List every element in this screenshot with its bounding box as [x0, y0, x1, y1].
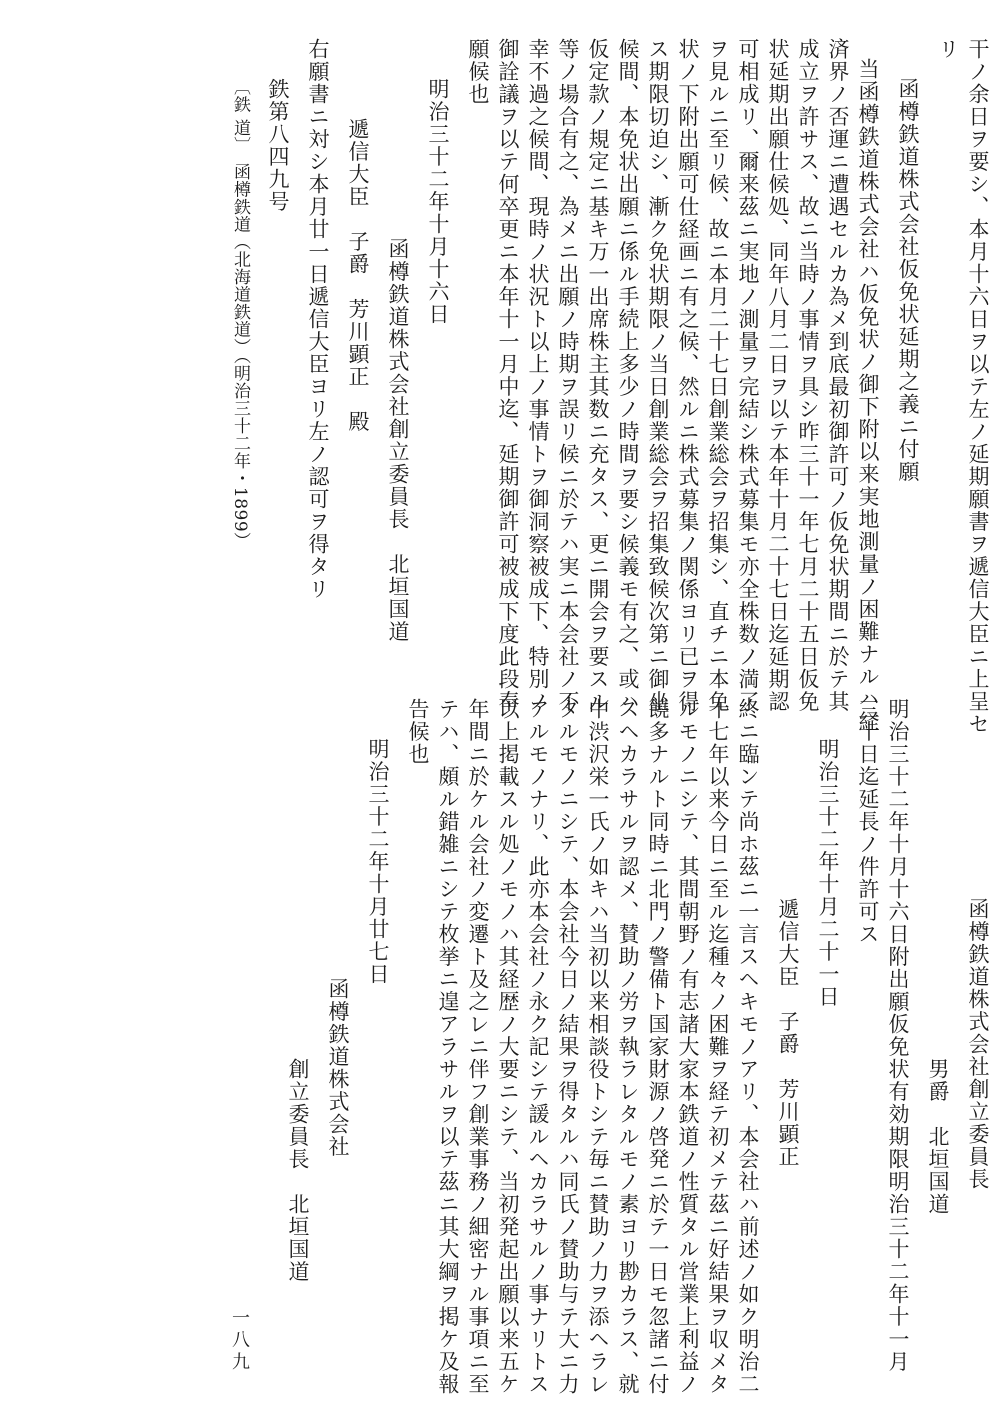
text-column: 十七年以来今日ニ至ル迄種々ノ困難ヲ経テ初メテ茲ニ好結果ヲ収メタ [706, 698, 730, 1396]
text-column: 饒多ナルト同時ニ北門ノ警備ト国家財源ノ啓発ニ於テ一日モ忽諸ニ付 [646, 698, 670, 1396]
text-column: 創立委員長 北垣国道 [286, 1058, 310, 1283]
text-column: 終ニ臨ンテ尚ホ茲ニ一言スヘキモノアリ、本会社ハ前述ノ如ク明治二 [736, 698, 760, 1396]
text-column: 可相成リ、爾来茲ニ実地ノ測量ヲ完結シ株式募集モ亦全株数ノ満了 [736, 38, 760, 713]
text-column: 鉄第八四九号 [266, 78, 290, 213]
text-column: 明治三十二年十月十六日附出願仮免状有効期限明治三十二年十一月 [886, 698, 910, 1373]
text-column: 中渋沢栄一氏ノ如キハ当初以来相談役トシテ毎ニ賛助ノ力ヲ添ヘラレ [586, 698, 610, 1396]
text-column: ス期限切迫シ、漸ク免状期限ノ当日創業総会ヲ招集致候次第ニ御坐 [646, 38, 670, 713]
text-column: ルモノニシテ、其間朝野ノ有志諸大家本鉄道ノ性質タル営業上利益ノ [676, 698, 700, 1396]
text-column: 済界ノ否運ニ遭遇セルカ為メ到底最初御許可ノ仮免状期間ニ於テ其 [826, 38, 850, 713]
text-column: タルモノニシテ、本会社今日ノ結果ヲ得タルハ同氏ノ賛助与テ大ニ力 [556, 698, 580, 1396]
text-column: 明治三十二年十月廿七日 [366, 738, 390, 986]
text-column: 明治三十二年十月十六日 [426, 78, 450, 326]
text-column: 年間ニ於ケル会社ノ変遷ト及之レニ伴フ創業事務ノ細密ナル事項ニ至 [466, 698, 490, 1396]
text-column: 幸不過之候間、現時ノ状況ト以上ノ事情トヲ御洞察被成下、特別ノ [526, 38, 550, 713]
running-footer: 〔鉄 道〕 函樽鉄道（北海道鉄道）（明治三十二年・1899） [230, 78, 250, 550]
text-column: アルモノナリ、此亦本会社ノ永ク記シテ諼ルヘカラサルノ事ナリトス [526, 698, 550, 1396]
page-number: 一八九 [229, 1308, 250, 1374]
text-column: 候間、本免状出願ニ係ル手続上多少ノ時間ヲ要シ候義モ有之、或ハ [616, 38, 640, 713]
text-column: 仮定款ノ規定ニ基キ万一出席株主其数ニ充タス、更ニ開会ヲ要スル [586, 38, 610, 713]
text-column: 願候也 [466, 38, 490, 106]
text-column: 函樽鉄道株式会社 [326, 978, 350, 1158]
text-column: ヲ見ルニ至リ候、故ニ本月二十七日創業総会ヲ招集シ、直チニ本免 [706, 38, 730, 713]
text-column: 遞信大臣 子爵 芳川顕正 殿 [346, 118, 370, 433]
text-column: 函樽鉄道株式会社創立委員長 北垣国道 [386, 238, 410, 643]
text-column: 右願書ニ対シ本月廿一日遞信大臣ヨリ左ノ認可ヲ得タリ [306, 38, 330, 601]
text-column: 函樽鉄道株式会社仮免状延期之義ニ付願 [896, 78, 920, 483]
text-column: 状ノ下附出願可仕経画ニ有之候、然ルニ株式募集ノ関係ヨリ已ヲ得 [676, 38, 700, 713]
text-column: 御詮議ヲ以テ何卒更ニ本年十一月中迄、延期御許可被成下度此段奉 [496, 38, 520, 713]
text-column: 以上掲載スル処ノモノハ其経歴ノ大要ニシテ、当初発起出願以来五ケ [496, 698, 520, 1396]
text-column: 函樽鉄道株式会社創立委員長 [966, 898, 990, 1191]
text-column: 当函樽鉄道株式会社ハ仮免状ノ御下附以来実地測量ノ困難ナルハ経 [856, 58, 880, 733]
text-column: 成立ヲ許サス、故ニ当時ノ事情ヲ具シ昨三十一年七月二十五日仮免 [796, 38, 820, 713]
text-column: 等ノ場合有之、為メニ出願ノ時期ヲ誤リ候ニ於テハ実ニ本会社ノ不 [556, 38, 580, 713]
text-column: 男爵 北垣国道 [926, 1058, 950, 1216]
text-column: テハ、頗ル錯雑ニシテ枚挙ニ遑アラサルヲ以テ茲ニ其大綱ヲ掲ケ及報 [436, 698, 460, 1396]
text-column: スヘカラサルヲ認メ、賛助ノ労ヲ執ラレタルモノ素ヨリ尠カラス、就 [616, 698, 640, 1396]
text-column: 遞信大臣 子爵 芳川顕正 [776, 898, 800, 1168]
text-column: 状延期出願仕候処、同年八月二日ヲ以テ本年十月二十七日迄延期認 [766, 38, 790, 713]
text-column: 干ノ余日ヲ要シ、本月十六日ヲ以テ左ノ延期願書ヲ遞信大臣ニ上呈セ [966, 38, 990, 736]
text-column: 三十日迄延長ノ件許可ス [856, 698, 880, 946]
text-column: 明治三十二年十月二十一日 [816, 738, 840, 1008]
text-column: リ [936, 38, 960, 61]
text-column: 告候也 [406, 698, 430, 766]
